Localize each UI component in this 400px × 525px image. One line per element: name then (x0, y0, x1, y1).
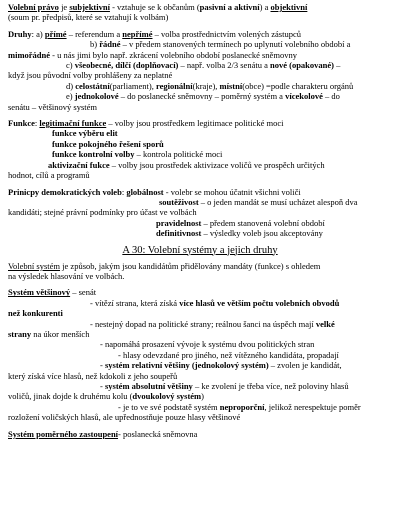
term-kontrolni-volby: funkce kontrolní volby (52, 149, 135, 160)
text: – senát (70, 287, 97, 298)
funkce-line-6: hodnot, cílů a programů (8, 170, 90, 181)
vetsinovy-line-11 (8, 391, 392, 401)
text: - vztahuje se k občanům ( (109, 2, 200, 12)
principy-line-1 (8, 187, 392, 197)
funkce-line-2 (8, 128, 392, 138)
principy-line-5 (8, 228, 392, 238)
funkce-line-4 (8, 149, 392, 159)
text: je (58, 2, 70, 12)
text: – např. volba 2/3 senátu a (178, 60, 270, 71)
text: : (34, 118, 40, 129)
funkce-line-5 (8, 160, 392, 170)
term-objektivni: objektivní (270, 2, 308, 12)
principy-line-2 (8, 197, 392, 207)
term-strany: strany (8, 328, 32, 339)
text: - je to ve své podstatě systém (118, 401, 220, 412)
text: – předem stanovená volební období (201, 217, 325, 228)
term-legitimacni-funkce: legitimační funkce (39, 118, 107, 129)
term-pravidelnost: pravidelnost (156, 217, 202, 228)
druhy-line-8: senátu – většinový systém (8, 101, 98, 112)
text: – volby jsou prostředkem legitimace politické moci (106, 118, 284, 129)
funkce-line-1 (8, 118, 392, 128)
principy-line-3: kandidáti; stejné právní podmínky pro účast ve volbách (8, 207, 197, 218)
druhy-line-5: když jsou původní volby prohlášeny za neplatné (8, 70, 173, 81)
text: – referendum a (66, 28, 123, 39)
vetsinovy-line-3 (8, 308, 392, 318)
vetsinovy-line-7: - hlasy odevzdané pro jiného, než vítězného kandidáta, propadají (118, 349, 339, 360)
term-reseni-sporu: funkce pokojného řešení sporů (52, 138, 164, 149)
text: je způsob, jakým jsou kandidátům přidělovány mandáty (funkce) s ohledem (60, 260, 321, 271)
text: – do poslanecké sněmovny – poměrný systém a (118, 91, 286, 102)
section-title-text: A 30: Volební systémy a jejich druhy (122, 244, 278, 256)
text: c) (66, 60, 75, 71)
text: – v předem stanovených termínech po uplynutí volebního období a (120, 39, 351, 50)
intro-line-1 (8, 2, 392, 12)
term-dvoukolovy: dvoukolový systém (132, 391, 202, 402)
vetsinovy-line-9: který získá více hlasů, než kdokoli z jeho soupeřů (8, 370, 178, 381)
text: na úkor menších (31, 328, 90, 339)
vetsinovy-line-12 (8, 402, 392, 412)
text: (parliament), (109, 80, 156, 91)
term-subjektivni: subjektivní (69, 2, 110, 12)
term-regionalni: regionální (155, 80, 193, 91)
text: - (100, 360, 105, 371)
funkce-line-3 (8, 139, 392, 149)
text: - poslanecká sněmovna (118, 428, 198, 439)
term-pasivni-aktivni: pasivní a aktivní (199, 2, 260, 12)
text: (kraje), (192, 80, 220, 91)
term-aktivizacni: aktivizační fukce (48, 159, 110, 170)
text: ) (201, 391, 204, 402)
term-velke: velké (315, 318, 335, 329)
text: - (100, 381, 105, 391)
term-globalnost: globálnost (126, 186, 164, 197)
pomerny-line-1 (8, 429, 392, 439)
text: – do (322, 91, 340, 102)
text: - vítězí strana, která získá (90, 297, 180, 308)
system-line-2: na výsledek hlasování ve volbách. (8, 270, 125, 281)
term-volebni-system: Volební systém (8, 260, 61, 271)
term-volebni-pravo: Volební právo (8, 2, 59, 12)
text: d) (66, 80, 76, 91)
druhy-line-6 (8, 81, 392, 91)
heading-druhy: Druhy (8, 28, 32, 39)
text: – (333, 60, 341, 71)
term-vicekolove: vícekolové (285, 91, 323, 102)
text: - u nás jimi bylo např. zkrácení volebního období poslanecké sněmovny (50, 49, 297, 60)
vetsinovy-line-10 (8, 381, 392, 391)
term-vseobecne: všeobecné, dílčí (doplňovací) (74, 60, 179, 71)
term-soutezivost: soutěživost (159, 196, 199, 207)
text: (obce) =podle charakteru orgánů (242, 80, 354, 91)
vetsinovy-line-8 (8, 360, 392, 370)
term-relativni-vetsina: systém relativní většiny (jednokolový systém) (104, 360, 269, 371)
text: – volba prostřednictvím volených zástupců (152, 28, 301, 39)
vetsinovy-line-2 (8, 298, 392, 308)
term-mistni: místní (219, 80, 243, 91)
term-absolutni-vetsina: systém absolutní většiny (104, 381, 193, 391)
term-radne: řádné (99, 39, 121, 50)
druhy-line-3 (8, 50, 392, 60)
term-prime: přímé (44, 28, 67, 39)
term-neprime: nepřímé (122, 28, 153, 39)
text: b) (90, 39, 100, 50)
term-mimoradne: mimořádné (8, 49, 51, 60)
druhy-line-4 (8, 60, 392, 70)
text: : a) (31, 28, 45, 39)
term-definitivnost: definitivnost (156, 228, 202, 239)
text: - nestejný dopad na politické strany; reálnou šanci na úspěch mají (90, 318, 316, 329)
text: – kontrola politické moci (134, 149, 223, 160)
heading-system-pomerny: Systém poměrného zastoupení (8, 428, 119, 439)
text: ) a (259, 2, 271, 12)
heading-funkce: Funkce (8, 118, 35, 129)
text: e) (66, 91, 75, 102)
term-neproporcni: neproporční (219, 401, 265, 412)
text: - volebr se mohou účatnit všichni voliči (163, 186, 301, 197)
text: – zvolen je kandidát, (268, 360, 342, 371)
text: – o jeden mandát se musí ucházet alespoň dva (198, 196, 358, 207)
text: – výsledky voleb jsou akceptovány (201, 228, 323, 239)
term-nove: nové (opakované) (269, 60, 334, 71)
text: , jelikož nerespektuje poměr (264, 401, 361, 412)
vetsinovy-line-13: rozložení voličských hlasů, ale upřednostňuje pouze hlasy většinové (8, 412, 241, 423)
term-vyber-elit: funkce výběru elit (52, 128, 118, 139)
druhy-line-1 (8, 29, 392, 39)
druhy-line-2 (8, 39, 392, 49)
section-title (8, 244, 392, 257)
text: : (121, 186, 127, 197)
vetsinovy-line-1 (8, 287, 392, 297)
heading-principy: Prinicpy demokratických voleb (8, 186, 122, 197)
vetsinovy-line-4 (8, 319, 392, 329)
term-vice-hlasu: více hlasů ve větším počtu volebních obvodů (179, 297, 340, 308)
text: – volby jsou prostředek aktivizace voličů ve prospěch určitých (109, 159, 325, 170)
druhy-line-7 (8, 91, 392, 101)
system-line-1 (8, 261, 392, 271)
term-jednokolove: jednokolové (74, 91, 119, 102)
vetsinovy-line-5 (8, 329, 392, 339)
text: – ke zvolení je třeba více, než poloviny hlasů (192, 381, 349, 391)
principy-line-4 (8, 218, 392, 228)
term-nez-konkurenti: než konkurenti (8, 308, 63, 319)
vetsinovy-line-6: - napomáhá prosazení vývoje k systému dvou politických stran (100, 339, 315, 350)
intro-line-2: (soum pr. předpisů, které se vztahují k volbám) (8, 12, 169, 23)
text: voličů, jinak dojde k druhému kolu ( (8, 391, 133, 402)
term-celostatni: celostátní (75, 80, 110, 91)
heading-system-vetsinovy: Systém většinový (8, 287, 71, 298)
